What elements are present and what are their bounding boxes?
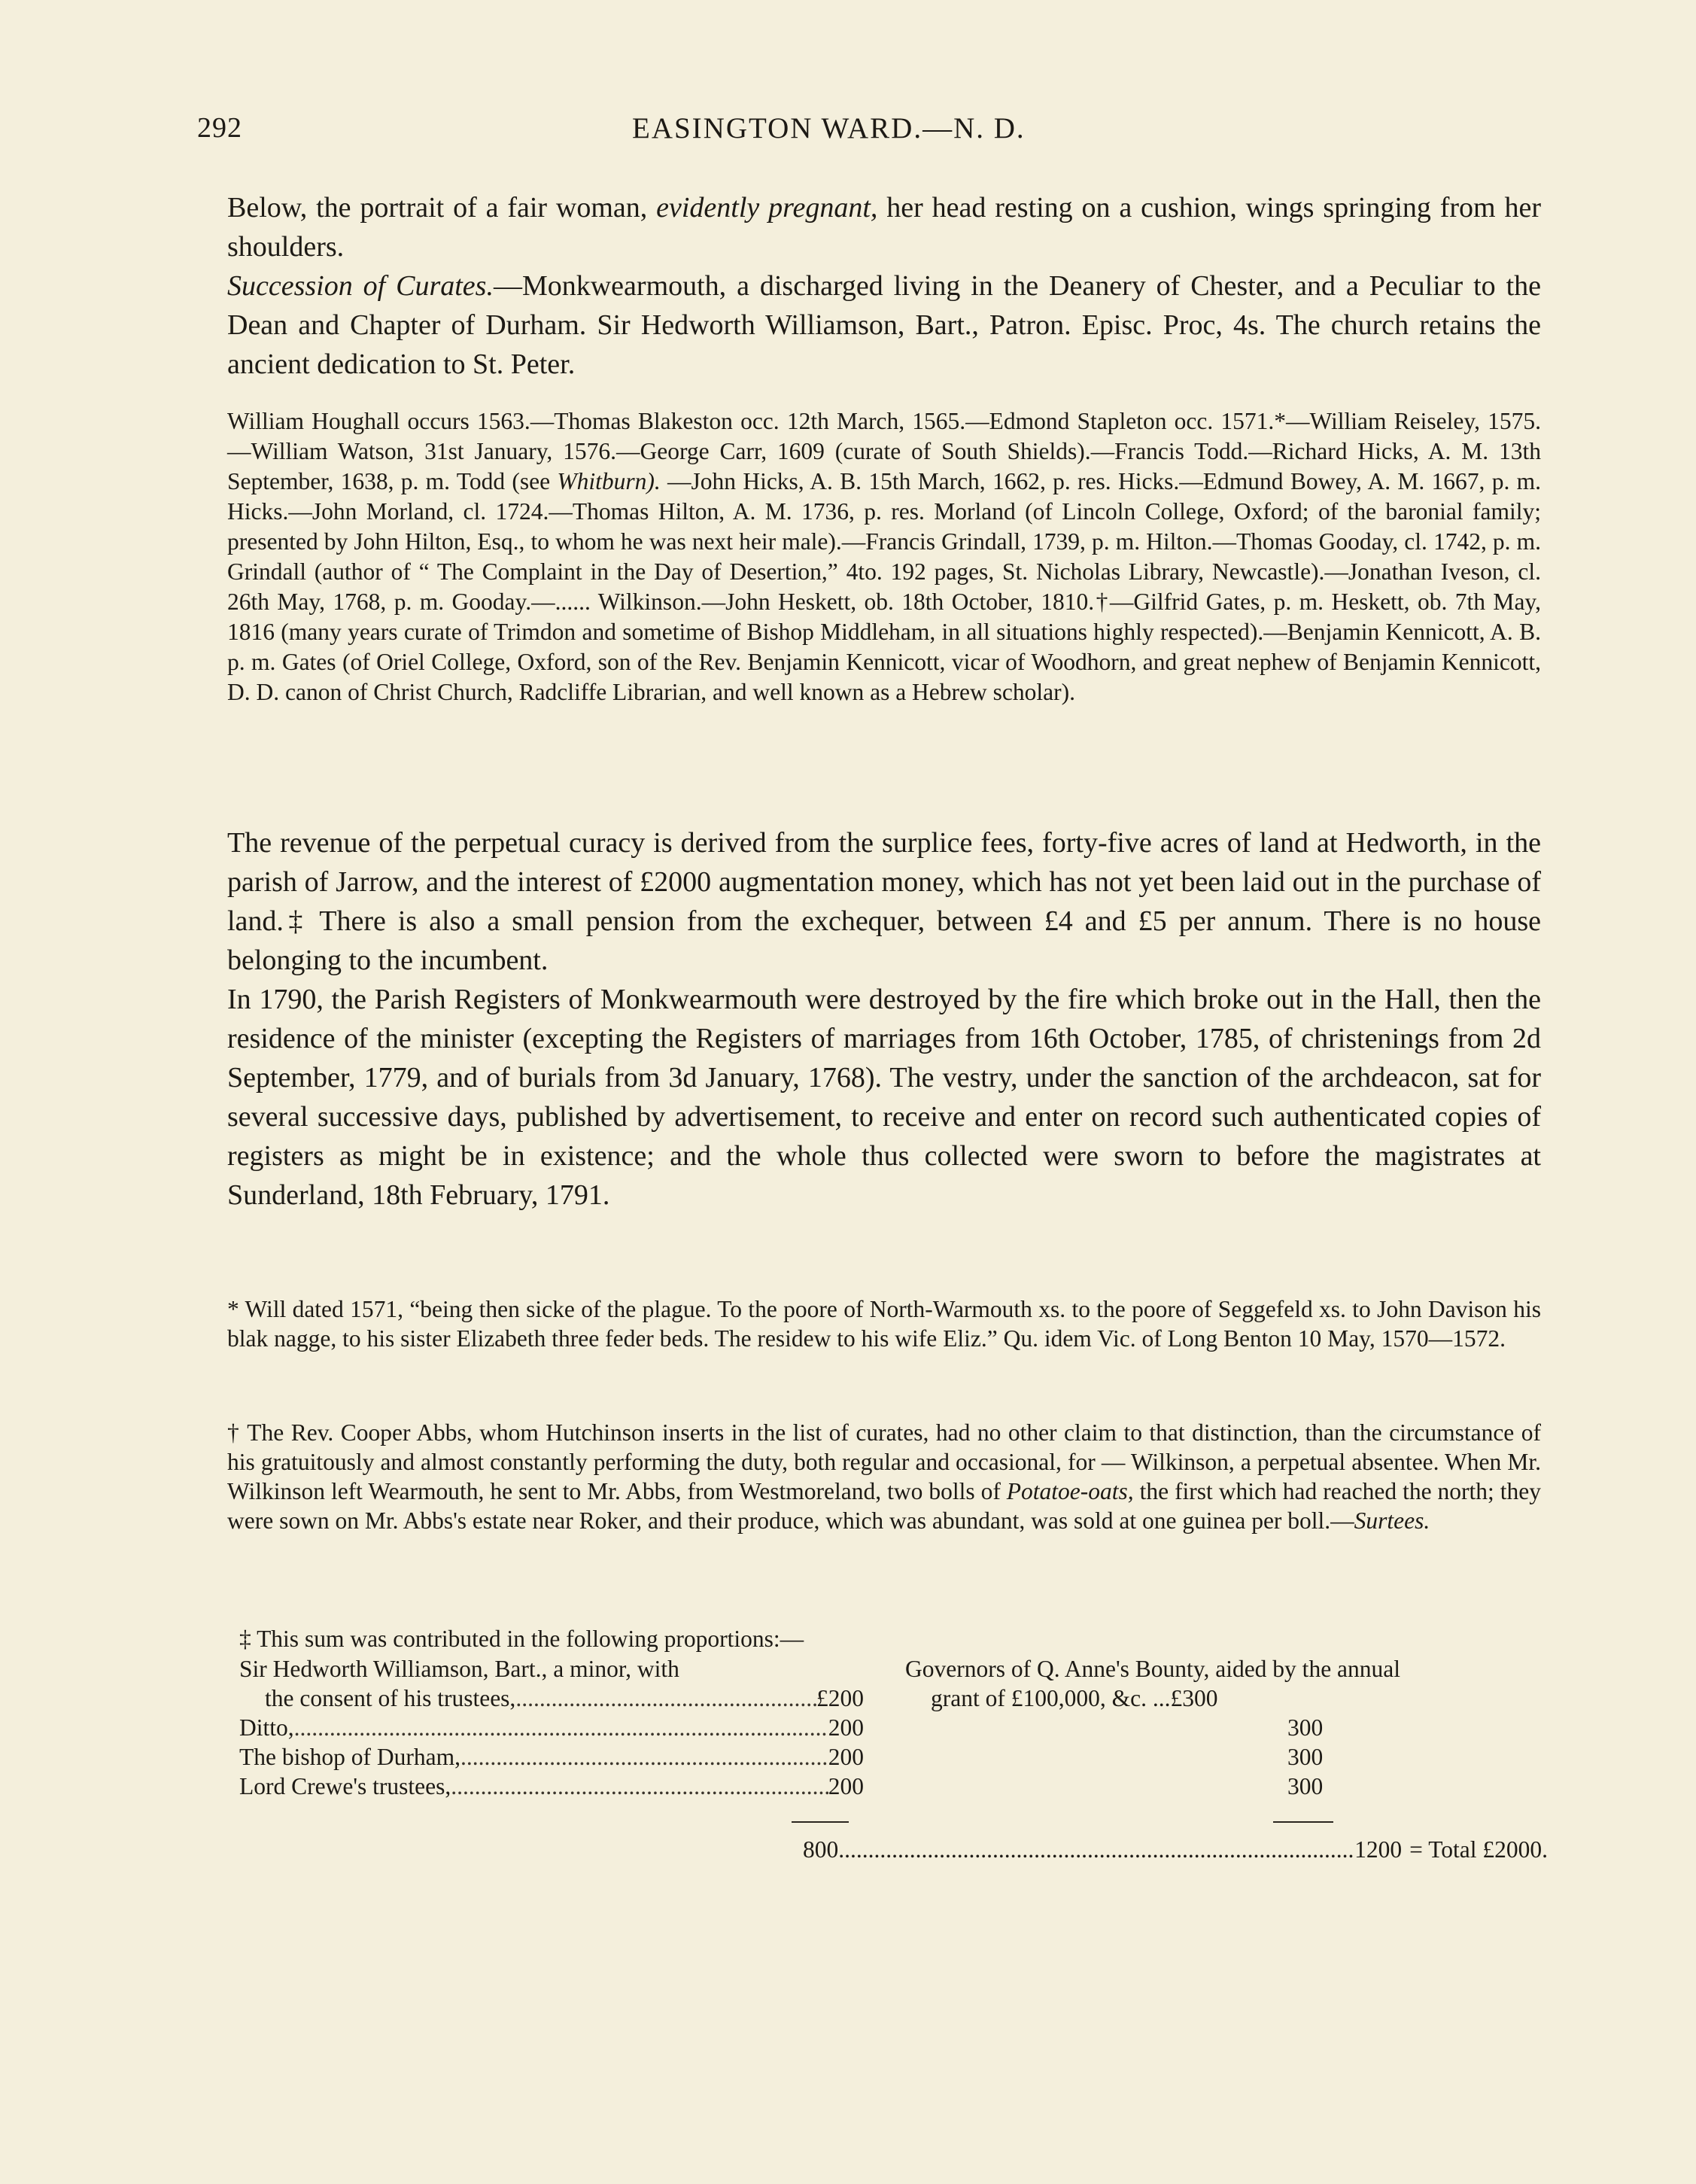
footnote-ddagger [239, 1624, 1518, 1653]
footnote-ddagger-intro: This sum was contributed in the following proportions:— [257, 1626, 804, 1652]
footnote-star [227, 1294, 1541, 1353]
totals-line [803, 1835, 1548, 1864]
footnote-dagger-text: The Rev. Cooper Abbs, whom Hutchinson inserts in the list of curates, had no other claim to that distinction, than the circumstance of his gratuitously and almost constantly performing the duty, both regular and occasional, for — Wilkinson, a perpetual absentee. When Mr. Wilkinson left Wearmouth, he sent to Mr. Abbs, from Westmoreland, two bolls of [227, 1419, 1542, 1504]
list-item: the consent of his trustees, ..... £200 [239, 1684, 864, 1713]
intro-text: Below, the portrait of a fair woman, [227, 192, 657, 224]
succession-heading: Succession of Curates. [227, 270, 494, 302]
list-item: Ditto, ..... 200 [239, 1713, 864, 1742]
grand-total: = Total £2000. [1409, 1836, 1548, 1863]
curates-list [227, 406, 1541, 707]
list-item: Lord Crewe's trustees, ..... 200 [239, 1772, 864, 1801]
footnote-dagger [227, 1418, 1541, 1535]
footnote-star-mark: * [227, 1296, 239, 1322]
footnote-source: Surtees. [1354, 1507, 1430, 1534]
intro-emphasis: evidently pregnant, [656, 192, 878, 224]
list-item: The bishop of Durham, ..... 200 [239, 1742, 864, 1772]
footnote-star-text: Will dated 1571, “being then sicke of the plague. To the poore of North-Warmouth xs. to the poore of Seggefeld xs. to John Davison his blak nagge, to his sister Elizabeth three feder beds. The residew to his wife Eliz.” Qu. idem Vic. of Long Benton 10 May, 1570—1572. [227, 1296, 1541, 1352]
right-total: 1200 [1354, 1836, 1403, 1863]
right-total-rule [1273, 1821, 1333, 1823]
whitburn-reference: Whitburn). [557, 468, 661, 494]
proportions-left [239, 1654, 864, 1801]
list-item: 300 [1287, 1714, 1324, 1741]
list-item: Governors of Q. Anne's Bounty, aided by the annual [905, 1656, 1401, 1682]
footnote-dagger-mark: † [227, 1419, 241, 1446]
succession-paragraph [227, 266, 1541, 384]
left-total-rule [792, 1821, 849, 1823]
list-item: Sir Hedworth Williamson, Bart., a minor, with [239, 1656, 679, 1682]
list-item: 300 [1287, 1773, 1324, 1799]
succession-text: —Monkwearmouth, a discharged living in the Deanery of Chester, and a Peculiar to the Dean and Chapter of Durham. Sir Hedworth Williamson, Bart., Patron. Episc. Proc, 4s. The church retains the ancient dedication to St. Peter. [227, 270, 1541, 380]
proportions-right [905, 1654, 1552, 1801]
footnote-dagger-text-continued: the first which had reached the north; they were sown on Mr. Abbs's estate near Roker, and their produce, which was abundant, was sold at one guinea per boll.— [227, 1478, 1541, 1534]
curates-list-text-continued: —John Hicks, A. B. 15th March, 1662, p. res. Hicks.—Edmund Bowey, A. M. 1667, p. m. Hicks.—John Morland, cl. 1724.—Thomas Hilton, A. M. 1736, p. res. Morland (of Lincoln College, Oxford; of the baronial family; presented by John Hilton, Esq., to whom he was next heir male).—Francis Grindall, 1739, p. m. Hilton.—Thomas Gooday, cl. 1742, p. m. Grindall (author of “ The Complaint in the Day of Desertion,” 4to. 192 pages, St. Nicholas Library, Newcastle).—Jonathan Iveson, cl. 26th May, 1768, p. m. Gooday.—...... Wilkinson.—John Heskett, ob. 18th October, 1810.†—Gilfrid Gates, p. m. Heskett, ob. 7th May, 1816 (many years curate of Trimdon and sometime of Bishop Middleham, in all situations highly respected).—Benjamin Kennicott, A. B. p. m. Gates (of Oriel College, Oxford, son of the Rev. Benjamin Kennicott, vicar of Woodhorn, and great nephew of Benjamin Kennicott, D. D. canon of Christ Church, Radcliffe Librarian, and well known as a Hebrew scholar). [227, 468, 1541, 705]
curates-list-text: William Houghall occurs 1563.—Thomas Blakeston occ. 12th March, 1565.—Edmond Stapleton occ. 1571.*—William Reiseley, 1575.—William Watson, 31st January, 1576.—George Carr, 1609 (curate of South Shields).—Francis Todd.—Richard Hicks, A. M. 13th September, 1638, p. m. Todd (see [227, 408, 1541, 494]
list-item: grant of £100,000, &c. ... £300 [931, 1685, 1218, 1711]
running-head: EASINGTON WARD.—N. D. [632, 112, 1026, 144]
page-header [0, 111, 1696, 157]
left-total: 800 [803, 1836, 839, 1863]
page-number: 292 [197, 112, 242, 144]
intro-paragraph [227, 188, 1541, 266]
intro-text-end: her head resting on a cushion, wings springing from her shoulders. [227, 192, 1541, 263]
registers-paragraph: In 1790, the Parish Registers of Monkwearmouth were destroyed by the fire which broke out in the Hall, then the residence of the minister (excepting the Registers of marriages from 16th October, 1785, of christenings from 2d September, 1779, and of burials from 3d January, 1768). The vestry, under the sanction of the archdeacon, sat for several successive days, published by advertisement, to receive and enter on record such authenticated copies of registers as might be in existence; and the whole thus collected were sworn to before the magistrates at Sunderland, 18th February, 1791. [227, 984, 1541, 1211]
revenue-paragraph: The revenue of the perpetual curacy is derived from the surplice fees, forty-five acres of land at Hedworth, in the parish of Jarrow, and the interest of £2000 augmentation money, which has not yet been laid out in the purchase of land.‡ There is also a small pension from the exchequer, between £4 and £5 per annum. There is no house belonging to the incumbent. [227, 827, 1541, 976]
footnote-ddagger-mark: ‡ [239, 1626, 251, 1652]
potatoe-oats: Potatoe-oats, [1006, 1478, 1134, 1504]
list-item: 300 [1287, 1744, 1324, 1770]
